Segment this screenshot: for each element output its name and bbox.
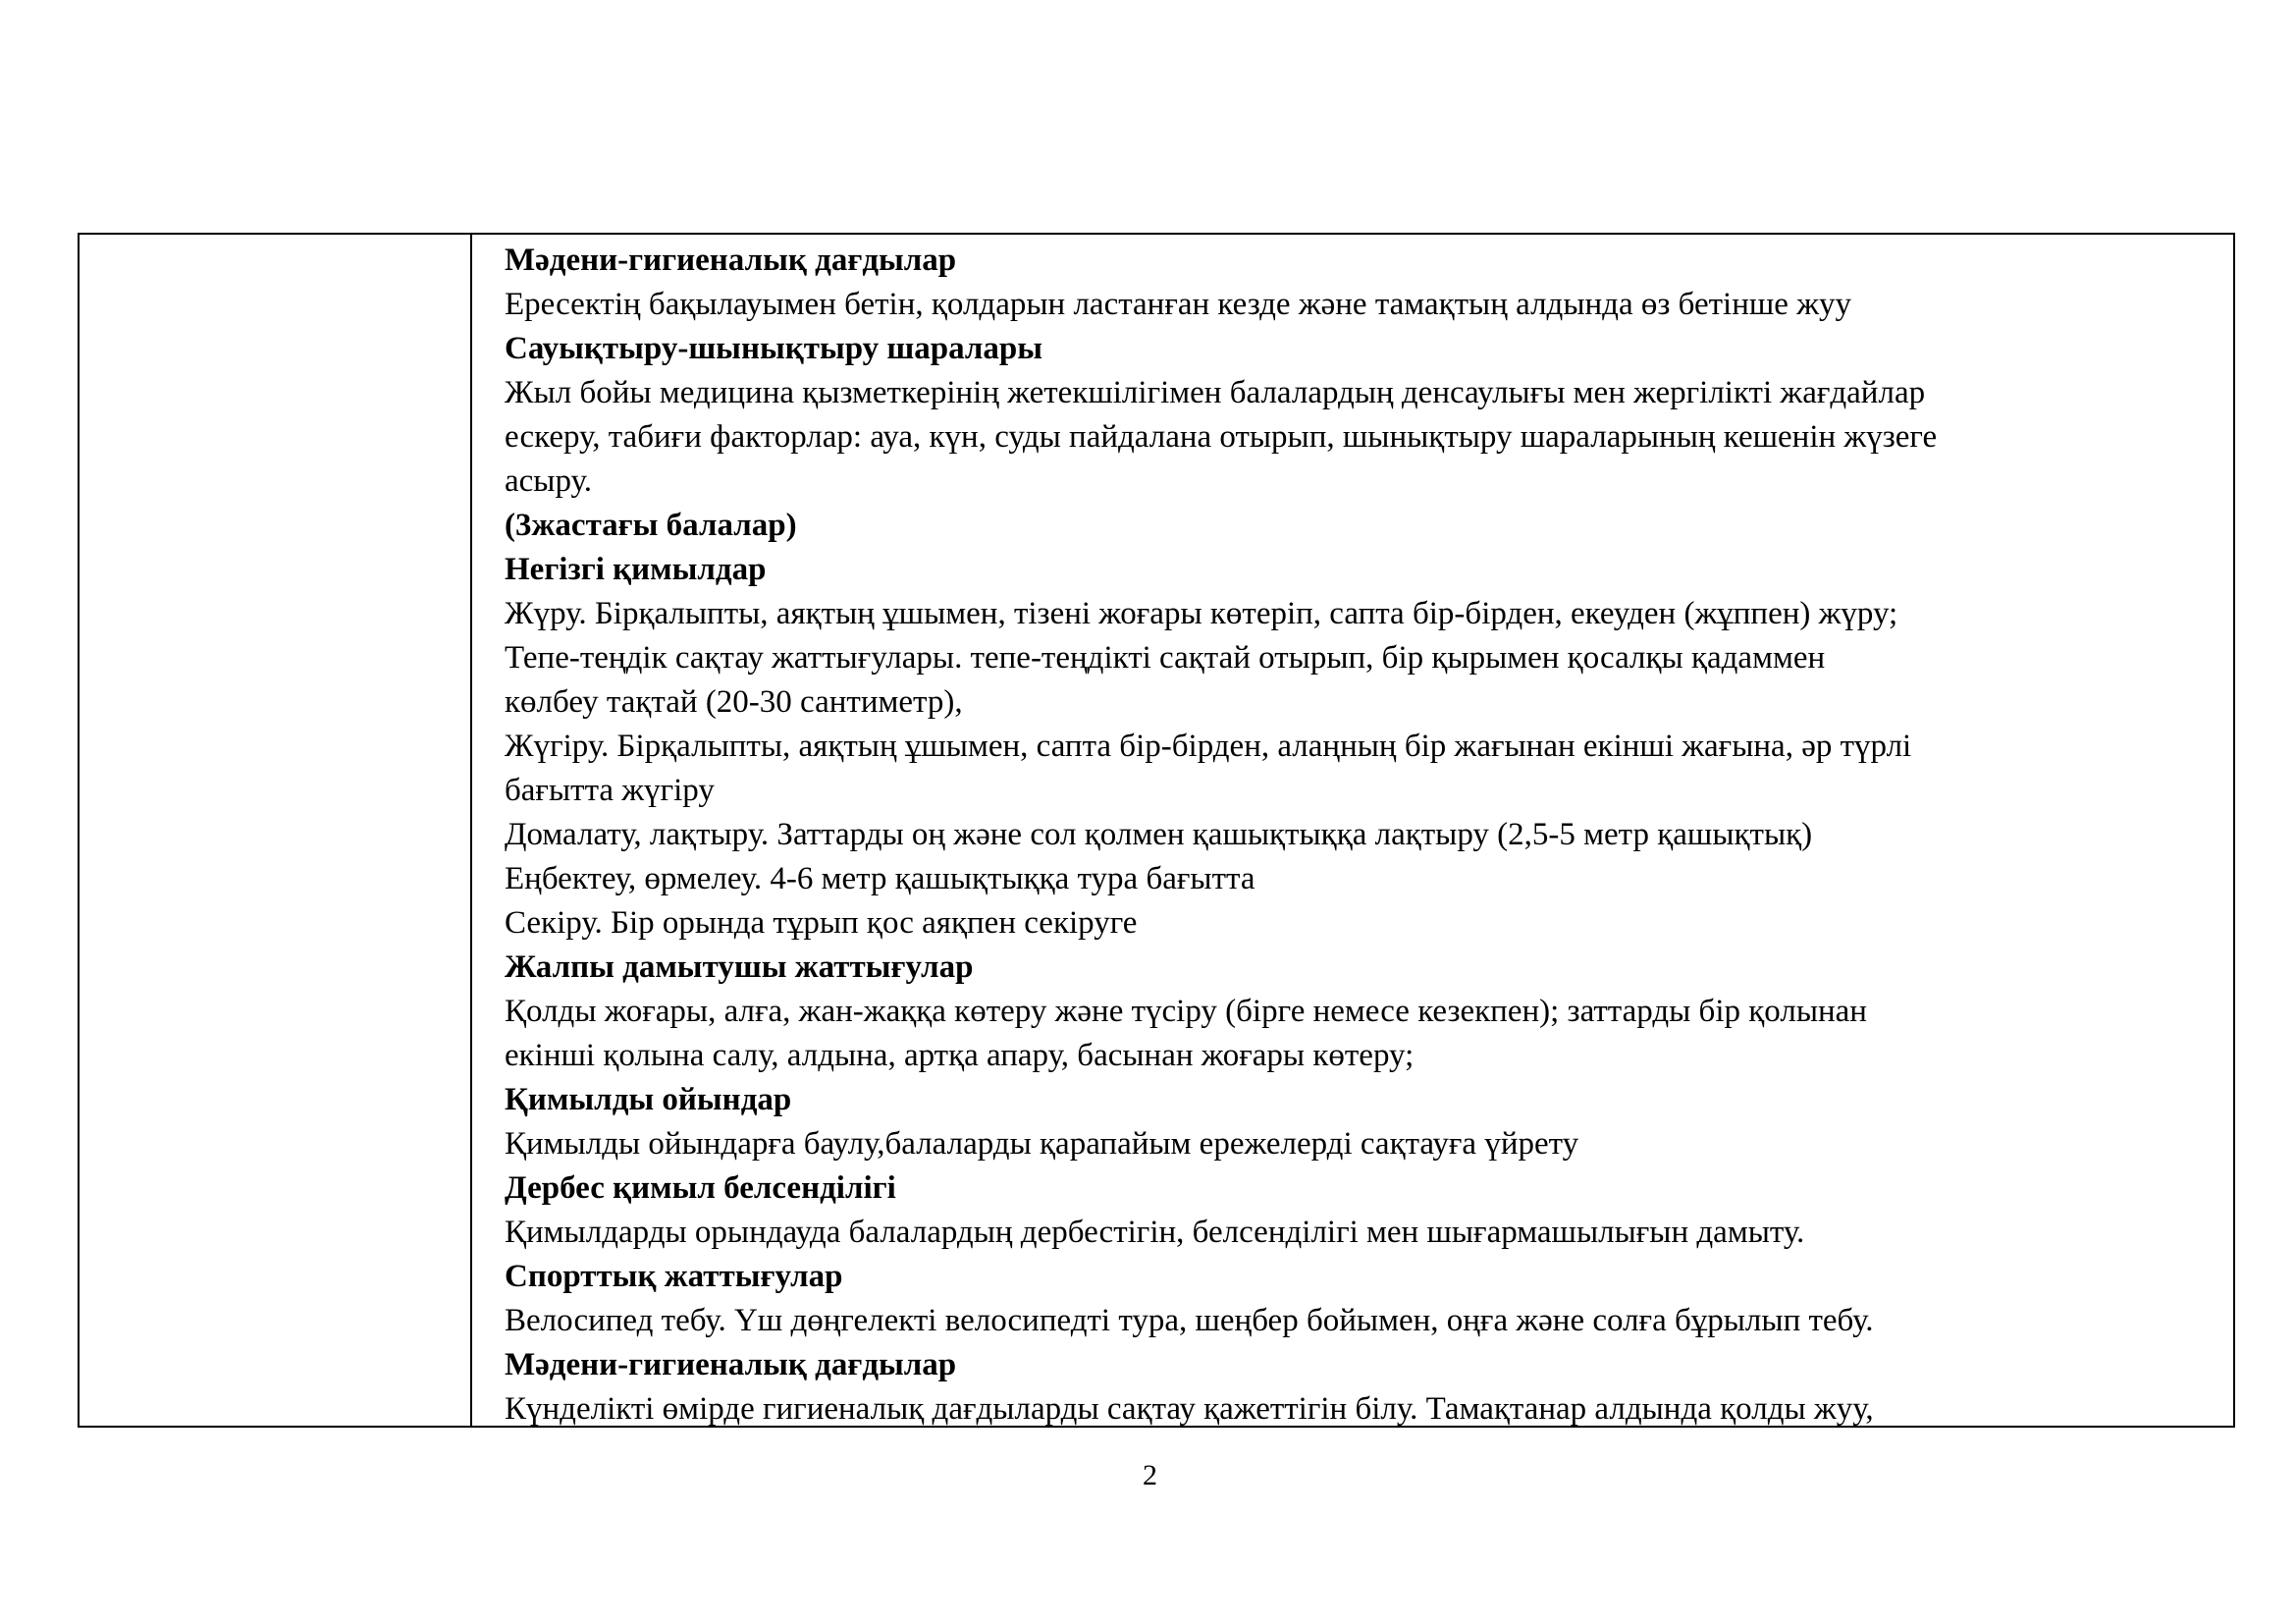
section-heading: (3жастағы балалар) [505, 508, 797, 543]
text-line: екінші қолына салу, алдына, артқа апару, басынан жоғары көтеру; [505, 1038, 1415, 1073]
section-heading: Негізгі қимылдар [505, 552, 767, 587]
section-heading: Спорттық жаттығулар [505, 1259, 843, 1294]
text-line: Жүру. Бірқалыпты, аяқтың ұшымен, тізені жоғары көтеріп, сапта бір-бірден, екеуден (жұппен) жүру; [505, 596, 1898, 631]
text-line: Күнделікті өмірде гигиеналық дағдыларды сақтау қажеттігін білу. Тамақтанар алдында қолды жуу, [505, 1391, 1874, 1427]
text-line: Домалату, лақтыру. Заттарды оң және сол қолмен қашықтыққа лақтыру (2,5-5 метр қашықтық) [505, 817, 1813, 852]
section-heading: Дербес қимыл белсенділігі [505, 1170, 896, 1206]
page-number: 2 [1143, 1459, 1157, 1491]
table-cell-content [505, 239, 2223, 1432]
text-line: бағытта жүгіру [505, 773, 715, 808]
section-heading: Жалпы дамытушы жаттығулар [505, 949, 974, 985]
text-line: Жүгіру. Бірқалыпты, аяқтың ұшымен, сапта бір-бірден, алаңның бір жағынан екінші жағына, әр түрлі [505, 729, 1912, 764]
text-line: Тепе-теңдік сақтау жаттығулары. тепе-теңдікті сақтай отырып, бір қырымен қосалқы қадаммен [505, 640, 1826, 676]
text-line: Қолды жоғары, алға, жан-жаққа көтеру және түсіру (бірге немесе кезекпен); заттарды бір қолынан [505, 994, 1867, 1029]
section-heading: Мәдени-гигиеналық дағдылар [505, 243, 957, 278]
text-line: Велосипед тебу. Үш дөңгелекті велосипедті тура, шеңбер бойымен, оңға және солға бұрылып тебу. [505, 1303, 1874, 1338]
text-line: асыру. [505, 463, 592, 499]
text-line: Ересектің бақылауымен бетін, қолдарын ластанған кезде және тамақтың алдында өз бетінше жуу [505, 287, 1851, 322]
text-line: Секіру. Бір орында тұрып қос аяқпен секіруге [505, 905, 1138, 941]
text-line: ескеру, табиғи факторлар: ауа, күн, суды пайдалана отырып, шынықтыру шараларының кешенін жүзеге [505, 419, 1938, 455]
section-heading: Қимылды ойындар [505, 1082, 792, 1117]
text-line: Жыл бойы медицина қызметкерінің жетекшілігімен балалардың денсаулығы мен жергілікті жағдайлар [505, 375, 1926, 410]
section-heading: Сауықтыру-шынықтыру шаралары [505, 331, 1043, 366]
text-line: Қимылдарды орындауда балалардың дербестігін, белсенділігі мен шығармашылығын дамыту. [505, 1215, 1805, 1250]
text-line: Еңбектеу, өрмелеу. 4-6 метр қашықтыққа тура бағытта [505, 861, 1255, 896]
column-divider [470, 235, 472, 1426]
text-line: көлбеу тақтай (20-30 сантиметр), [505, 684, 963, 720]
content-table [78, 233, 2235, 1428]
text-line: Қимылды ойындарға баулу,балаларды қарапайым ережелерді сақтауға үйрету [505, 1126, 1579, 1162]
section-heading: Мәдени-гигиеналық дағдылар [505, 1347, 957, 1382]
